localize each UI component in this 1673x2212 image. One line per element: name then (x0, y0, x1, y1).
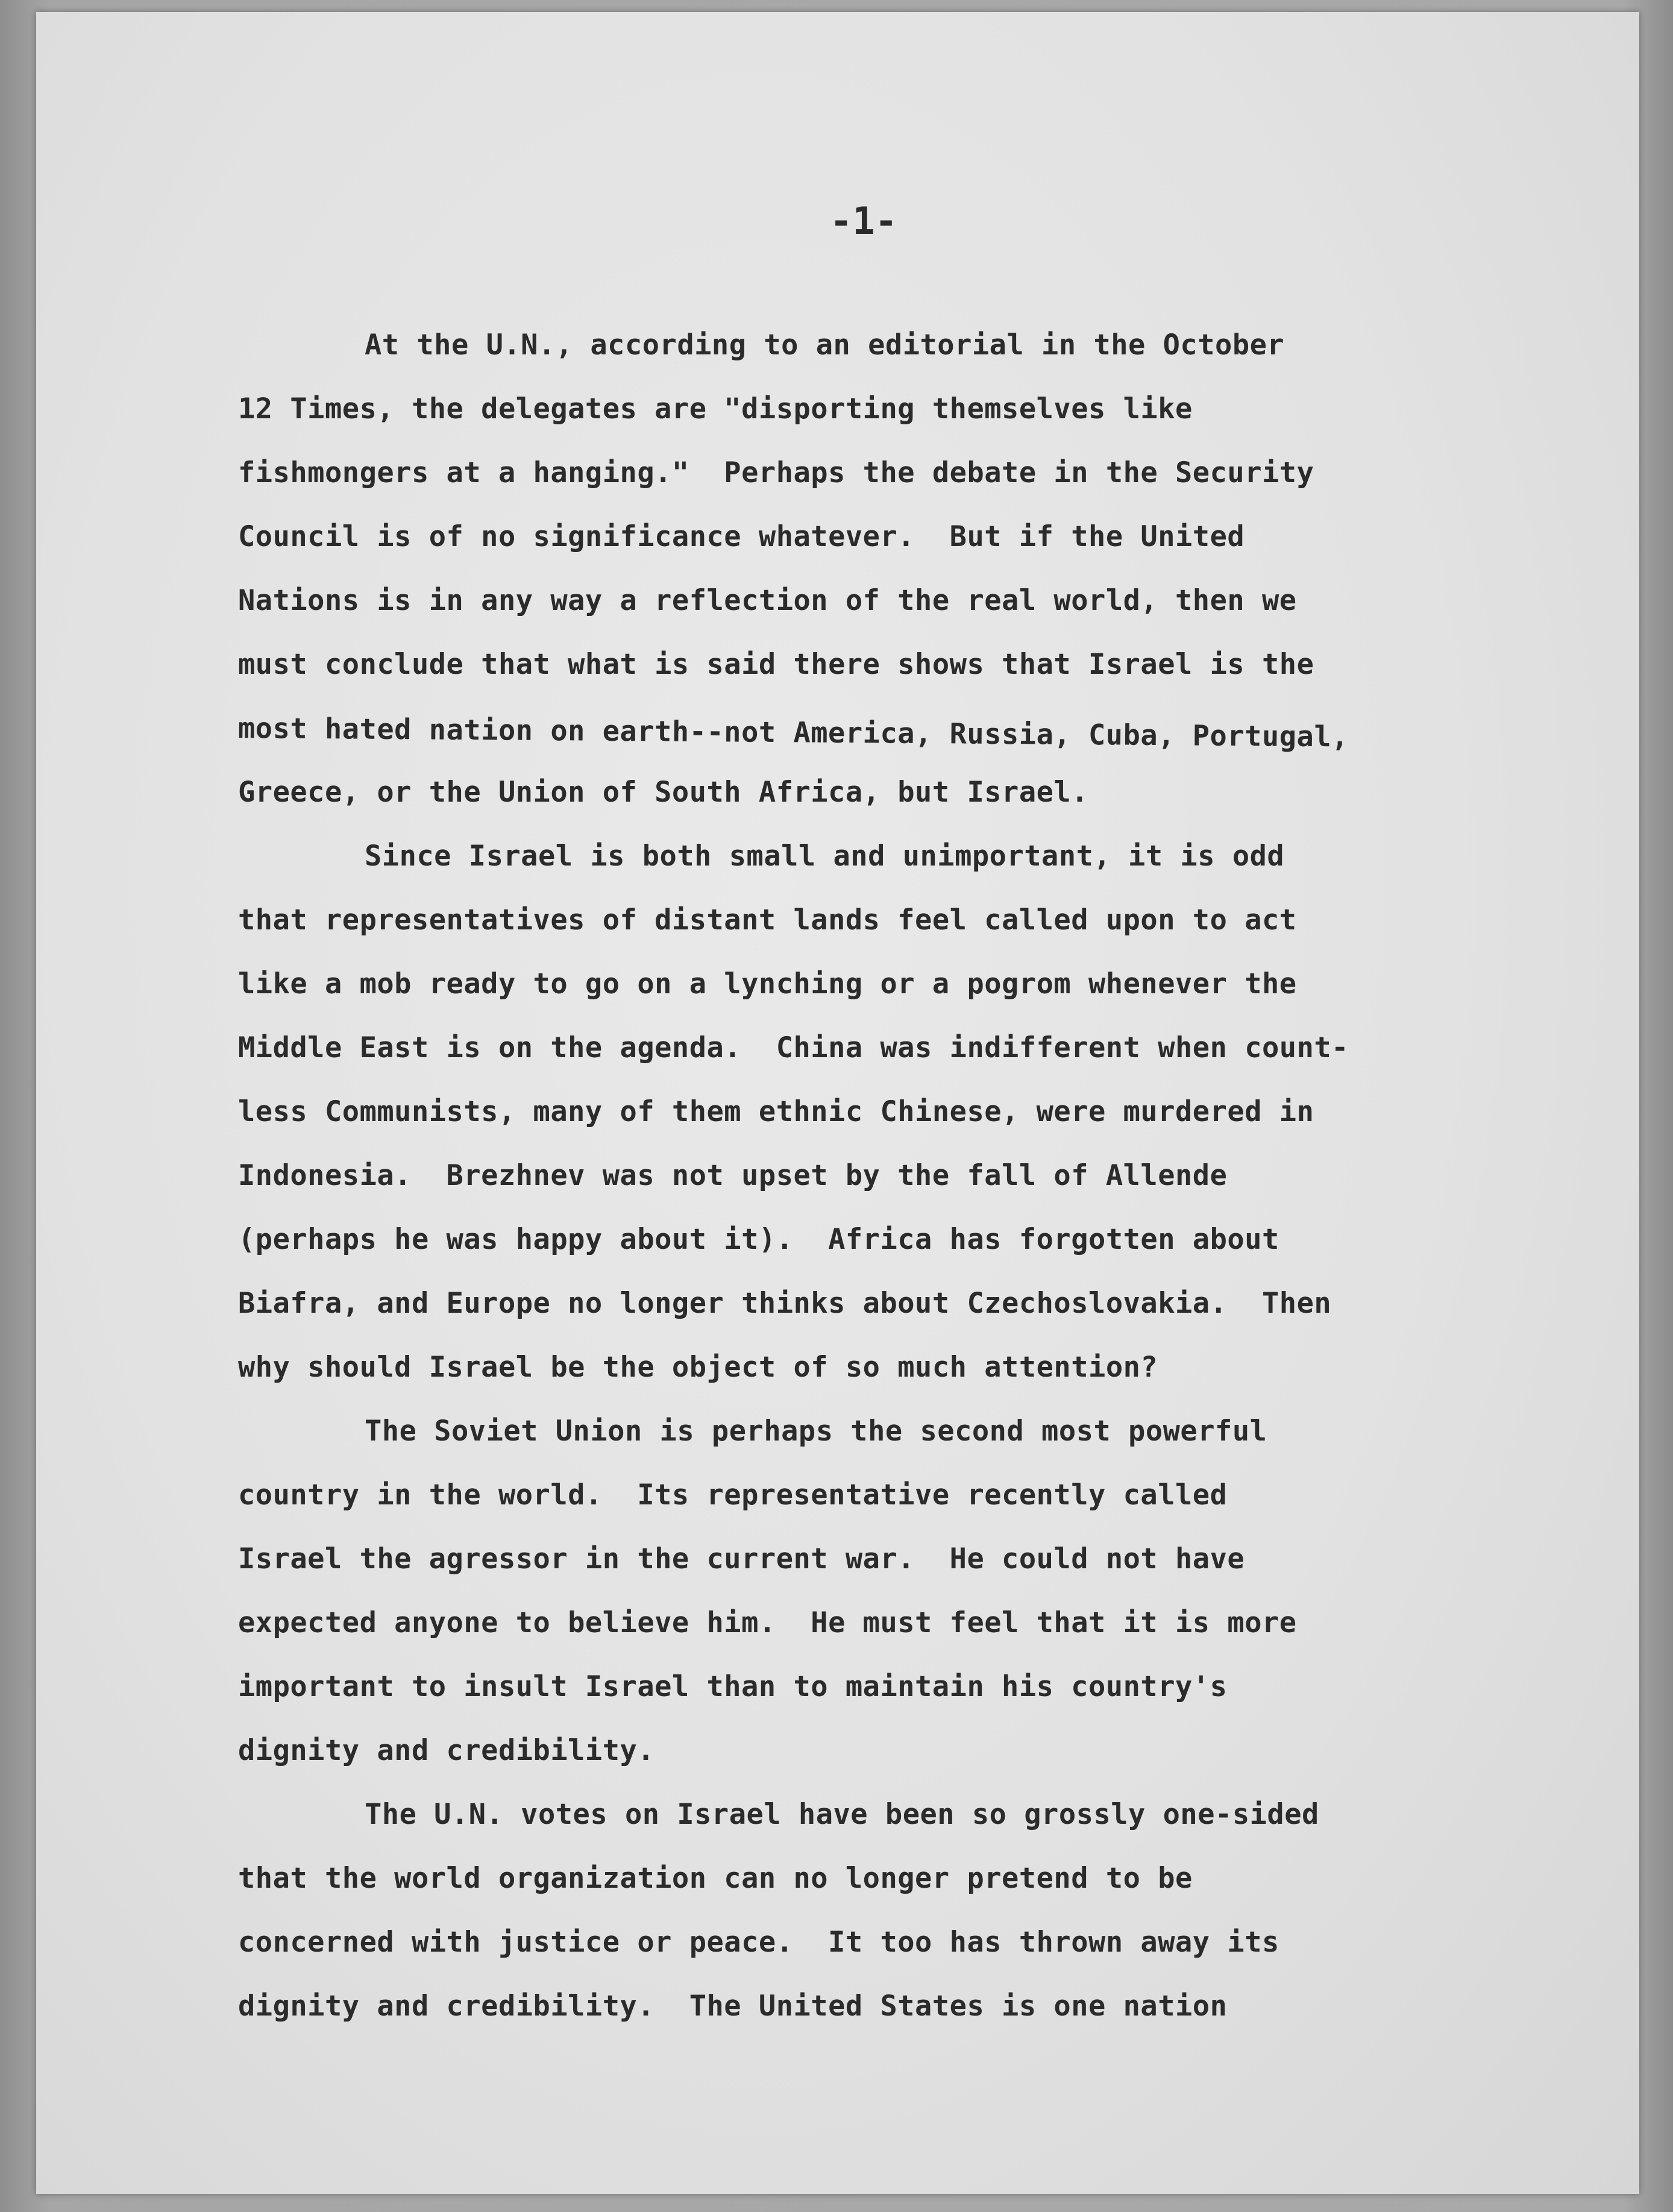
text-line: that the world organization can no longer pretend to be (238, 1862, 1193, 1895)
text-line: most hated nation on earth--not America, Russia, Cuba, Portugal, (237, 712, 1349, 754)
text-line: Since Israel is both small and unimportant, it is odd (365, 840, 1285, 873)
text-line: Indonesia. Brezhnev was not upset by the fall of Allende (238, 1159, 1228, 1192)
text-line: like a mob ready to go on a lynching or a pogrom whenever the (238, 967, 1297, 1001)
text-line: dignity and credibility. The United States is one nation (238, 1990, 1228, 2023)
text-line: Biafra, and Europe no longer thinks about Czechoslovakia. Then (238, 1287, 1332, 1320)
text-line: (perhaps he was happy about it). Africa has forgotten about (238, 1223, 1279, 1256)
text-line: Council is of no significance whatever. But if the United (238, 520, 1245, 553)
text-line: Israel the agressor in the current war. He could not have (238, 1542, 1245, 1576)
text-line: Greece, or the Union of South Africa, but Israel. (238, 776, 1089, 809)
text-line: why should Israel be the object of so much attention? (238, 1351, 1158, 1384)
text-line: expected anyone to believe him. He must feel that it is more (238, 1606, 1297, 1639)
text-line: At the U.N., according to an editorial in the October (365, 328, 1285, 362)
text-line: 12 Times, the delegates are "disporting themselves like (238, 392, 1193, 426)
text-line: concerned with justice or peace. It too has thrown away its (238, 1926, 1279, 1959)
text-line: important to insult Israel than to maintain his country's (238, 1670, 1228, 1703)
text-line: The U.N. votes on Israel have been so grossly one-sided (365, 1798, 1319, 1831)
text-line: country in the world. Its representative recently called (238, 1478, 1228, 1512)
text-line: that representatives of distant lands feel called upon to act (238, 903, 1297, 937)
text-line: less Communists, many of them ethnic Chinese, were murdered in (238, 1095, 1314, 1128)
text-line: must conclude that what is said there shows that Israel is the (238, 648, 1314, 681)
typed-text-body (238, 313, 1474, 2038)
text-line: Nations is in any way a reflection of the real world, then we (238, 584, 1297, 617)
text-line: fishmongers at a hanging." Perhaps the debate in the Security (238, 456, 1314, 489)
text-line: The Soviet Union is perhaps the second most powerful (365, 1415, 1267, 1448)
text-line: dignity and credibility. (238, 1734, 655, 1767)
text-line: Middle East is on the agenda. China was indifferent when count- (238, 1031, 1349, 1064)
page-number: -1- (830, 199, 897, 243)
